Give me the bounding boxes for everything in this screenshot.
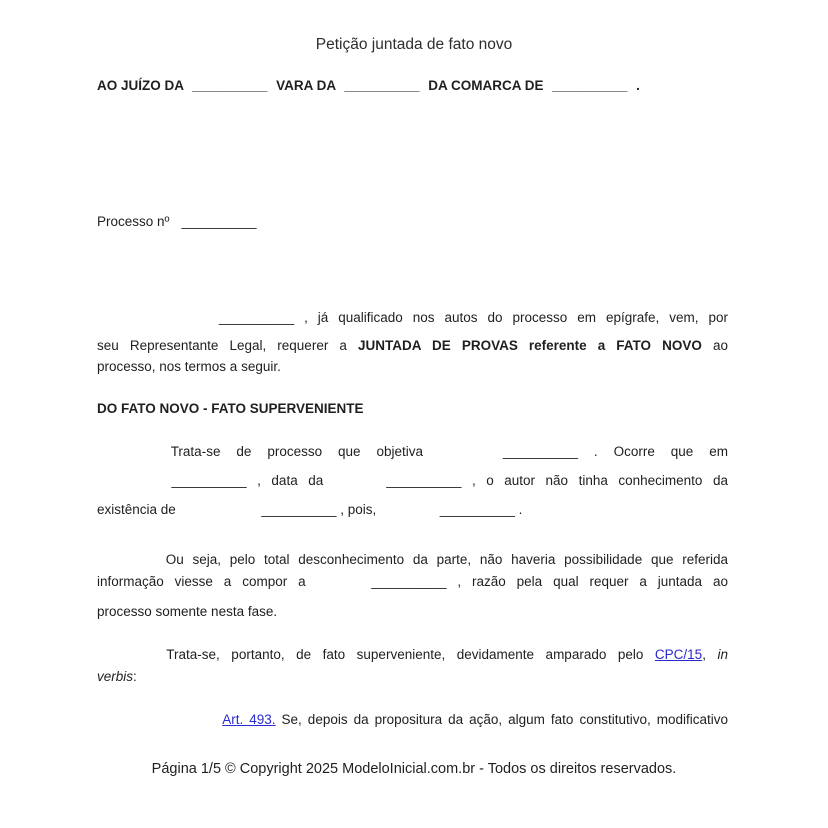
art-493-link[interactable]: Art. 493. [222, 712, 276, 727]
field-gap [380, 513, 436, 514]
page-footer: Página 1/5 © Copyright 2025 ModeloInicial.com.br - Todos os direitos reservados. [151, 761, 677, 777]
text-line [97, 442, 728, 461]
court-segment: VARA DA [276, 78, 336, 93]
statute-quote-line [97, 710, 728, 729]
text-segment: , já qualificado nos autos do processo em epígrafe, vem, por [304, 310, 728, 325]
text-line [97, 336, 728, 355]
fill-in-blank: __________ [261, 502, 337, 517]
text-segment: processo somente nesta fase. [97, 604, 278, 619]
fill-in-blank: __________ [439, 502, 515, 517]
text-line [97, 667, 728, 686]
field-gap [317, 585, 361, 586]
process-number-line [97, 212, 728, 231]
text-segment: existência de [97, 502, 176, 517]
first-line-indent [97, 658, 155, 659]
text-line [97, 357, 728, 376]
text-segment: . Ocorre que em [593, 444, 728, 459]
court-address-line [97, 76, 728, 95]
first-line-indent [97, 563, 157, 564]
fill-in-blank: __________ [386, 473, 462, 488]
section-heading: DO FATO NOVO - FATO SUPERVENIENTE [97, 401, 364, 416]
text-line [97, 500, 728, 519]
paragraph-amparo-legal [97, 645, 728, 686]
first-line-indent [97, 455, 155, 456]
court-segment: AO JUÍZO DA [97, 78, 184, 93]
bold-request-text: JUNTADA DE PROVAS referente a FATO NOVO [357, 338, 702, 353]
field-gap [439, 455, 487, 456]
text-line [97, 572, 728, 591]
latin-term: verbis [97, 669, 134, 684]
process-number-label: Processo nº [97, 214, 170, 229]
text-line [97, 308, 728, 327]
quote-text: Se, depois da propositura da ação, algum fato constitutivo, modificativo [281, 712, 728, 727]
fill-in-blank: __________ [218, 310, 295, 325]
text-segment: informação viesse a compor a [97, 574, 306, 589]
fill-in-blank: __________ [371, 574, 447, 589]
first-line-indent [97, 321, 209, 322]
text-segment: Ou seja, pelo total desconhecimento da parte, não haveria possibilidade que referida [165, 552, 728, 567]
fill-in-blank: __________ [171, 473, 247, 488]
text-segment: : [133, 669, 137, 684]
text-segment: Trata-se, portanto, de fato superveniente, devidamente amparado pelo [166, 647, 644, 662]
fill-in-blank: __________ [552, 78, 628, 93]
text-segment: , o autor não tinha conhecimento da [471, 473, 728, 488]
paragraph-desconhecimento [97, 550, 728, 621]
text-line [97, 471, 728, 490]
text-line [97, 645, 728, 664]
text-segment: seu Representante Legal, requerer a [97, 338, 347, 353]
fill-in-blank: __________ [344, 78, 420, 93]
field-gap [334, 484, 376, 485]
court-segment: DA COMARCA DE [428, 78, 544, 93]
fill-in-blank: __________ [181, 214, 257, 229]
paragraph-qualification [97, 308, 728, 376]
text-segment: , [702, 647, 706, 662]
field-gap [180, 513, 258, 514]
text-segment: ao [712, 338, 728, 353]
text-line [97, 550, 728, 569]
text-segment: processo, nos termos a seguir. [97, 359, 281, 374]
line-indent [97, 484, 161, 485]
text-line [97, 602, 728, 621]
quote-indent [97, 723, 217, 724]
court-segment: . [636, 78, 640, 93]
text-segment: , data da [257, 473, 324, 488]
cpc15-link[interactable]: CPC/15 [654, 647, 703, 662]
paragraph-fato-novo [97, 442, 728, 519]
fill-in-blank: __________ [192, 78, 268, 93]
fill-in-blank: __________ [502, 444, 578, 459]
text-segment: , pois, [340, 502, 377, 517]
text-segment: Trata-se de processo que objetiva [170, 444, 424, 459]
text-segment: . [518, 502, 523, 517]
document-title: Petição juntada de fato novo [315, 36, 513, 53]
latin-term: in [717, 647, 728, 662]
text-segment: , razão pela qual requer a juntada ao [457, 574, 728, 589]
